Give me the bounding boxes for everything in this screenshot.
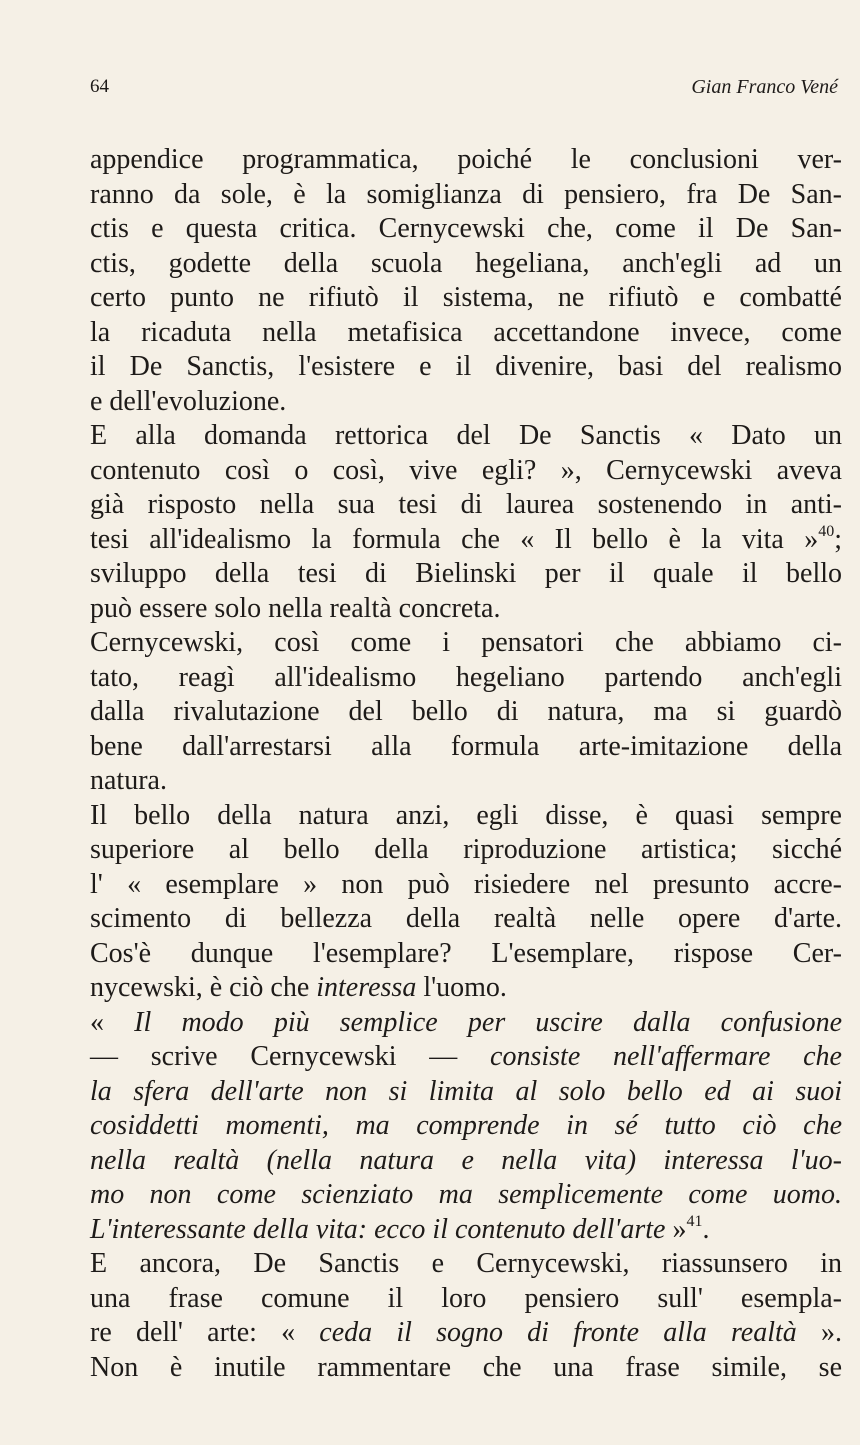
quote-line: la sfera dell'arte non si limita al solo bello ed ai suoi [90,1075,842,1107]
running-head-author: Gian Franco Vené [691,76,838,98]
quote-line [90,1213,842,1248]
text-line: Il bello della natura anzi, egli disse, è quasi sempre [90,799,842,831]
text-line: ranno da sole, è la somiglianza di pensiero, fra De San- [90,178,842,210]
text-line: superiore al bello della riproduzione artistica; sicché [90,834,842,865]
page-header [90,72,838,108]
page-number: 64 [90,76,109,97]
text-line: può essere solo nella realtà concreta. [90,592,501,624]
text-segment: . [702,1213,710,1245]
text-line: sviluppo della tesi di Bielinski per il quale il bello [90,558,842,589]
quote-text: ceda il sogno di fronte alla realtà [319,1317,797,1348]
text-line: appendice programmatica, poiché le conclusioni ver- [90,144,842,175]
text-line-with-footnote [90,523,842,558]
text-line: bene dall'arrestarsi alla formula arte-imitazione della [90,730,842,762]
text-line: e dell'evoluzione. [90,385,287,417]
footnote-ref-40: 40 [818,522,835,540]
text-line: già risposto nella sua tesi di laurea sostenendo in anti- [90,489,842,520]
text-line: Cos'è dunque l'esemplare? L'esemplare, rispose Cer- [90,937,842,969]
text-line: Non è inutile rammentare che una frase simile, se [90,1351,842,1383]
text-segment: nycewski, è ciò che [90,972,317,1003]
quote-line: mo non come scienziato ma semplicemente come uomo. [90,1179,842,1210]
quote-text: L'interessante della vita: ecco il contenuto dell'arte [90,1213,666,1245]
text-line: la ricaduta nella metafisica accettandone invece, come [90,316,842,348]
text-line: natura. [90,765,167,796]
quote-line: nella realtà (nella natura e nella vita) interessa l'uo- [90,1144,842,1176]
text-line: ctis, godette della scuola hegeliana, anch'egli ad un [90,247,842,279]
text-line: il De Sanctis, l'esistere e il divenire, basi del realismo [90,351,842,382]
quote-mark: » [665,1213,687,1245]
text-segment: l'uomo. [416,972,507,1003]
text-line: contenuto così o così, vive egli? », Cernycewski aveva [90,454,842,486]
text-line: l' « esemplare » non può risiedere nel presunto accre- [90,868,842,900]
quote-line [90,1006,842,1041]
text-segment: re dell' arte: « [90,1317,320,1348]
text-line: tato, reagì all'idealismo hegeliano partendo anch'egli [90,661,842,693]
text-segment: — scrive Cernycewski — [90,1041,491,1072]
text-line: E ancora, De Sanctis e Cernycewski, riassunsero in [90,1248,842,1279]
quote-line: cosiddetti momenti, ma comprende in sé tutto ciò che [90,1110,842,1141]
text-segment: tesi all'idealismo la formula che « Il bello è la vita » [90,523,819,555]
emphasis-text: interessa [316,972,417,1003]
quote-text: Il modo più semplice per uscire dalla confusione [134,1006,842,1038]
text-line: una frase comune il loro pensiero sull' esempla- [90,1282,842,1314]
body-text [90,143,842,1385]
text-line: Cernycewski, così come i pensatori che abbiamo ci- [90,627,842,658]
text-line: certo punto ne rifiutò il sistema, ne rifiutò e combatté [90,282,842,313]
quote-mark: « [90,1006,135,1038]
text-segment: ». [796,1317,842,1348]
text-line [90,1316,842,1351]
footnote-ref-41: 41 [686,1212,703,1230]
text-line: ctis e questa critica. Cernycewski che, come il De San- [90,213,842,244]
text-line: dalla rivalutazione del bello di natura, ma si guardò [90,696,842,727]
quote-line [90,1040,842,1075]
quote-text: consiste nell'affermare che [490,1041,842,1072]
text-line: E alla domanda rettorica del De Sanctis « Dato un [90,420,842,451]
text-line [90,971,842,1006]
text-line: scimento di bellezza della realtà nelle opere d'arte. [90,903,842,934]
text-segment: ; [834,523,842,555]
